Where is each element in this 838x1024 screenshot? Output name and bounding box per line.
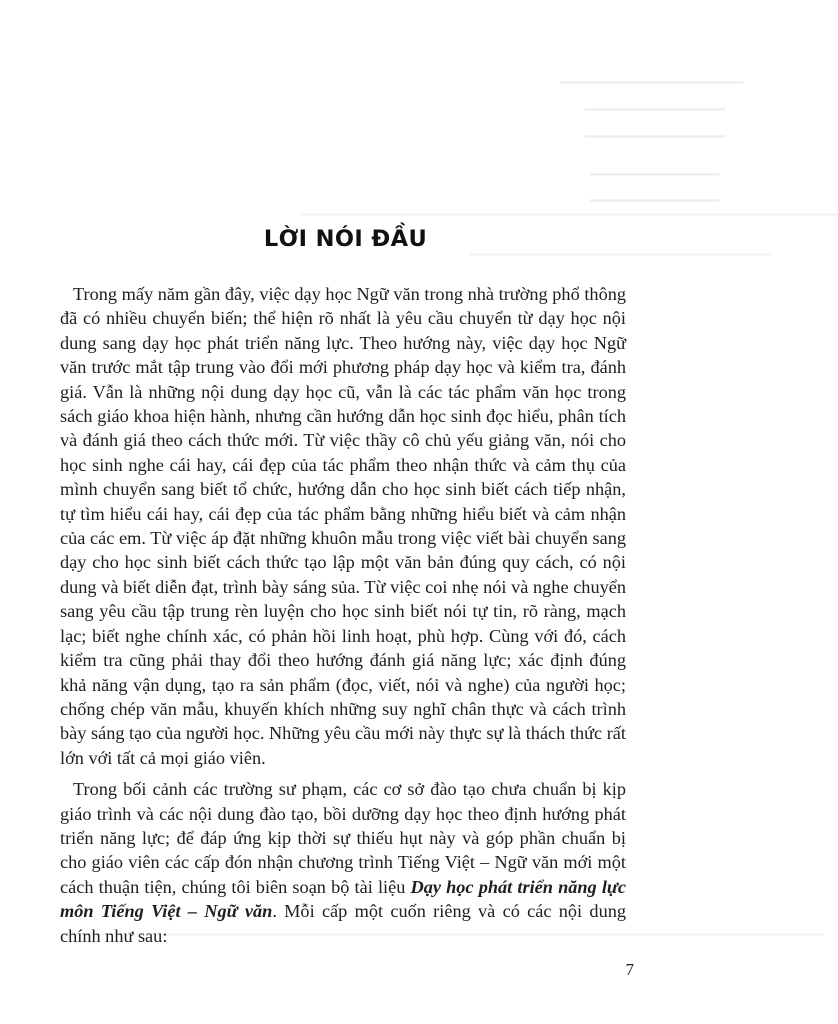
paragraph-2 xyxy=(60,777,626,948)
preface-body xyxy=(60,282,626,948)
book-title-emphasis: Dạy học phát triển năng lực môn Tiếng Việt – Ngữ văn xyxy=(60,876,626,922)
paragraph-2-ending: . Mỗi cấp một cuốn riêng và có các nội dung chính như sau: xyxy=(60,901,626,946)
page-title: LỜI NÓI ĐẦU xyxy=(263,226,428,252)
page-number: 7 xyxy=(625,960,634,979)
paragraph-2-intro: Trong bối cảnh các trường sư phạm, các cơ sở đào tạo chưa chuẩn bị kịp giáo trình và các nội dung đào tạo, bồi dưỡng dạy học theo định hướng phát triển năng lực; để đáp ứng kịp thời sự thiếu hụt này và góp phần chuẩn bị cho giáo viên các cấp đón nhận chương trình Tiếng Việt – Ngữ văn mới một cách thuận tiện, chúng tôi biên soạn bộ tài liệu xyxy=(60,779,626,897)
book-page: ▁▁▁▁▁▁▁▁▁▁▁▁▁▁▁▁▁ ▁▁▁▁▁▁▁▁▁▁▁▁▁ ▁▁▁▁▁▁▁▁▁▁▁▁▁ ▁▁▁▁▁▁▁▁▁▁▁▁ ▁▁▁▁▁▁▁▁▁▁▁▁ ▁▁▁▁▁▁▁▁▁▁▁▁▁▁▁▁▁▁▁▁▁▁▁▁▁▁▁▁▁▁▁▁▁▁▁▁▁▁▁▁▁▁▁▁▁▁▁▁▁▁ ▁▁▁▁▁▁▁▁▁▁▁▁▁▁▁▁▁▁▁▁▁▁▁▁▁▁▁▁ LỜI NÓI ĐẦU Trong mấy năm gần đây, việc dạy học Ngữ văn trong nhà trường phổ thông đã có nhiều chuyển biến; thể hiện rõ nhất là yêu cầu chuyển từ dạy học nội dung sang dạy học phát triển năng lực. Theo hướng này, việc dạy học Ngữ văn trước mắt tập trung vào đổi mới phương pháp dạy học và kiểm tra, đánh giá. Vẫn là những nội dung dạy học cũ, vẫn là các tác phẩm văn học trong sách giáo khoa hiện hành, nhưng cần hướng dẫn học sinh đọc hiểu, phân tích và đánh giá theo cách thức mới. Từ việc thầy cô chủ yếu giảng văn, nói cho học sinh nghe cái hay, cái đẹp của tác phẩm theo nhận thức và cảm thụ của mình chuyển sang biết tổ chức, hướng dẫn cho học sinh biết cách tiếp nhận, tự tìm hiểu cái hay, cái đẹp của tác phẩm bằng những hiểu biết và cảm nhận của các em. Từ việc áp đặt những khuôn mẫu trong việc viết bài chuyển sang dạy cho học sinh biết cách thức tạo lập một văn bản đúng quy cách, có nội dung và biết diễn đạt, trình bày sáng sủa. Từ việc coi nhẹ nói và nghe chuyển sang yêu cầu tập trung rèn luyện cho học sinh biết nói tự tin, rõ ràng, mạch lạc; biết nghe chính xác, có phản hồi linh hoạt, phù hợp. Cùng với đó, cách kiểm tra cũng phải thay đổi theo hướng đánh giá năng lực; xác định đúng khả năng vận dụng, tạo ra sản phẩm (đọc, viết, nói và nghe) của người học; chống chép văn mẫu, khuyến khích những suy nghĩ chân thực và cách trình bày sáng tạo của người học. Những yêu cầu mới này thực sự là thách thức rất lớn với tất cả mọi giáo viên. Trong bối cảnh các trường sư phạm, các cơ sở đào tạo chưa chuẩn bị kịp giáo trình và các nội dung đào tạo, bồi dưỡng dạy học theo định hướng phát triển năng lực; để đáp ứng kịp thời sự thiếu hụt này và góp phần chuẩn bị cho giáo viên các cấp đón nhận chương trình Tiếng Việt – Ngữ văn mới một cách thuận tiện, chúng tôi biên soạn bộ tài liệu Dạy học phát triển năng lực môn Tiếng Việt – Ngữ văn. Mỗi cấp một cuốn riêng và có các nội dung chính như sau: 7 xyxy=(0,0,691,1024)
paragraph-1: Trong mấy năm gần đây, việc dạy học Ngữ văn trong nhà trường phổ thông đã có nhiều chuyển biến; thể hiện rõ nhất là yêu cầu chuyển từ dạy học nội dung sang dạy học phát triển năng lực. Theo hướng này, việc dạy học Ngữ văn trước mắt tập trung vào đổi mới phương pháp dạy học và kiểm tra, đánh giá. Vẫn là những nội dung dạy học cũ, vẫn là các tác phẩm văn học trong sách giáo khoa hiện hành, nhưng cần hướng dẫn học sinh đọc hiểu, phân tích và đánh giá theo cách thức mới. Từ việc thầy cô chủ yếu giảng văn, nói cho học sinh nghe cái hay, cái đẹp của tác phẩm theo nhận thức và cảm thụ của mình chuyển sang biết tổ chức, hướng dẫn cho học sinh biết cách tiếp nhận, tự tìm hiểu cái hay, cái đẹp của tác phẩm bằng những hiểu biết và cảm nhận của các em. Từ việc áp đặt những khuôn mẫu trong việc viết bài chuyển sang dạy cho học sinh biết cách thức tạo lập một văn bản đúng quy cách, có nội dung và biết diễn đạt, trình bày sáng sủa. Từ việc coi nhẹ nói và nghe chuyển sang yêu cầu tập trung rèn luyện cho học sinh biết nói tự tin, rõ ràng, mạch lạc; biết nghe chính xác, có phản hồi linh hoạt, phù hợp. Cùng với đó, cách kiểm tra cũng phải thay đổi theo hướng đánh giá năng lực; xác định đúng khả năng vận dụng, tạo ra sản phẩm (đọc, viết, nói và nghe) của người học; chống chép văn mẫu, khuyến khích những suy nghĩ chân thực và cách trình bày sáng tạo của người học. Những yêu cầu mới này thực sự là thách thức rất lớn với tất cả mọi giáo viên. xyxy=(60,284,626,768)
